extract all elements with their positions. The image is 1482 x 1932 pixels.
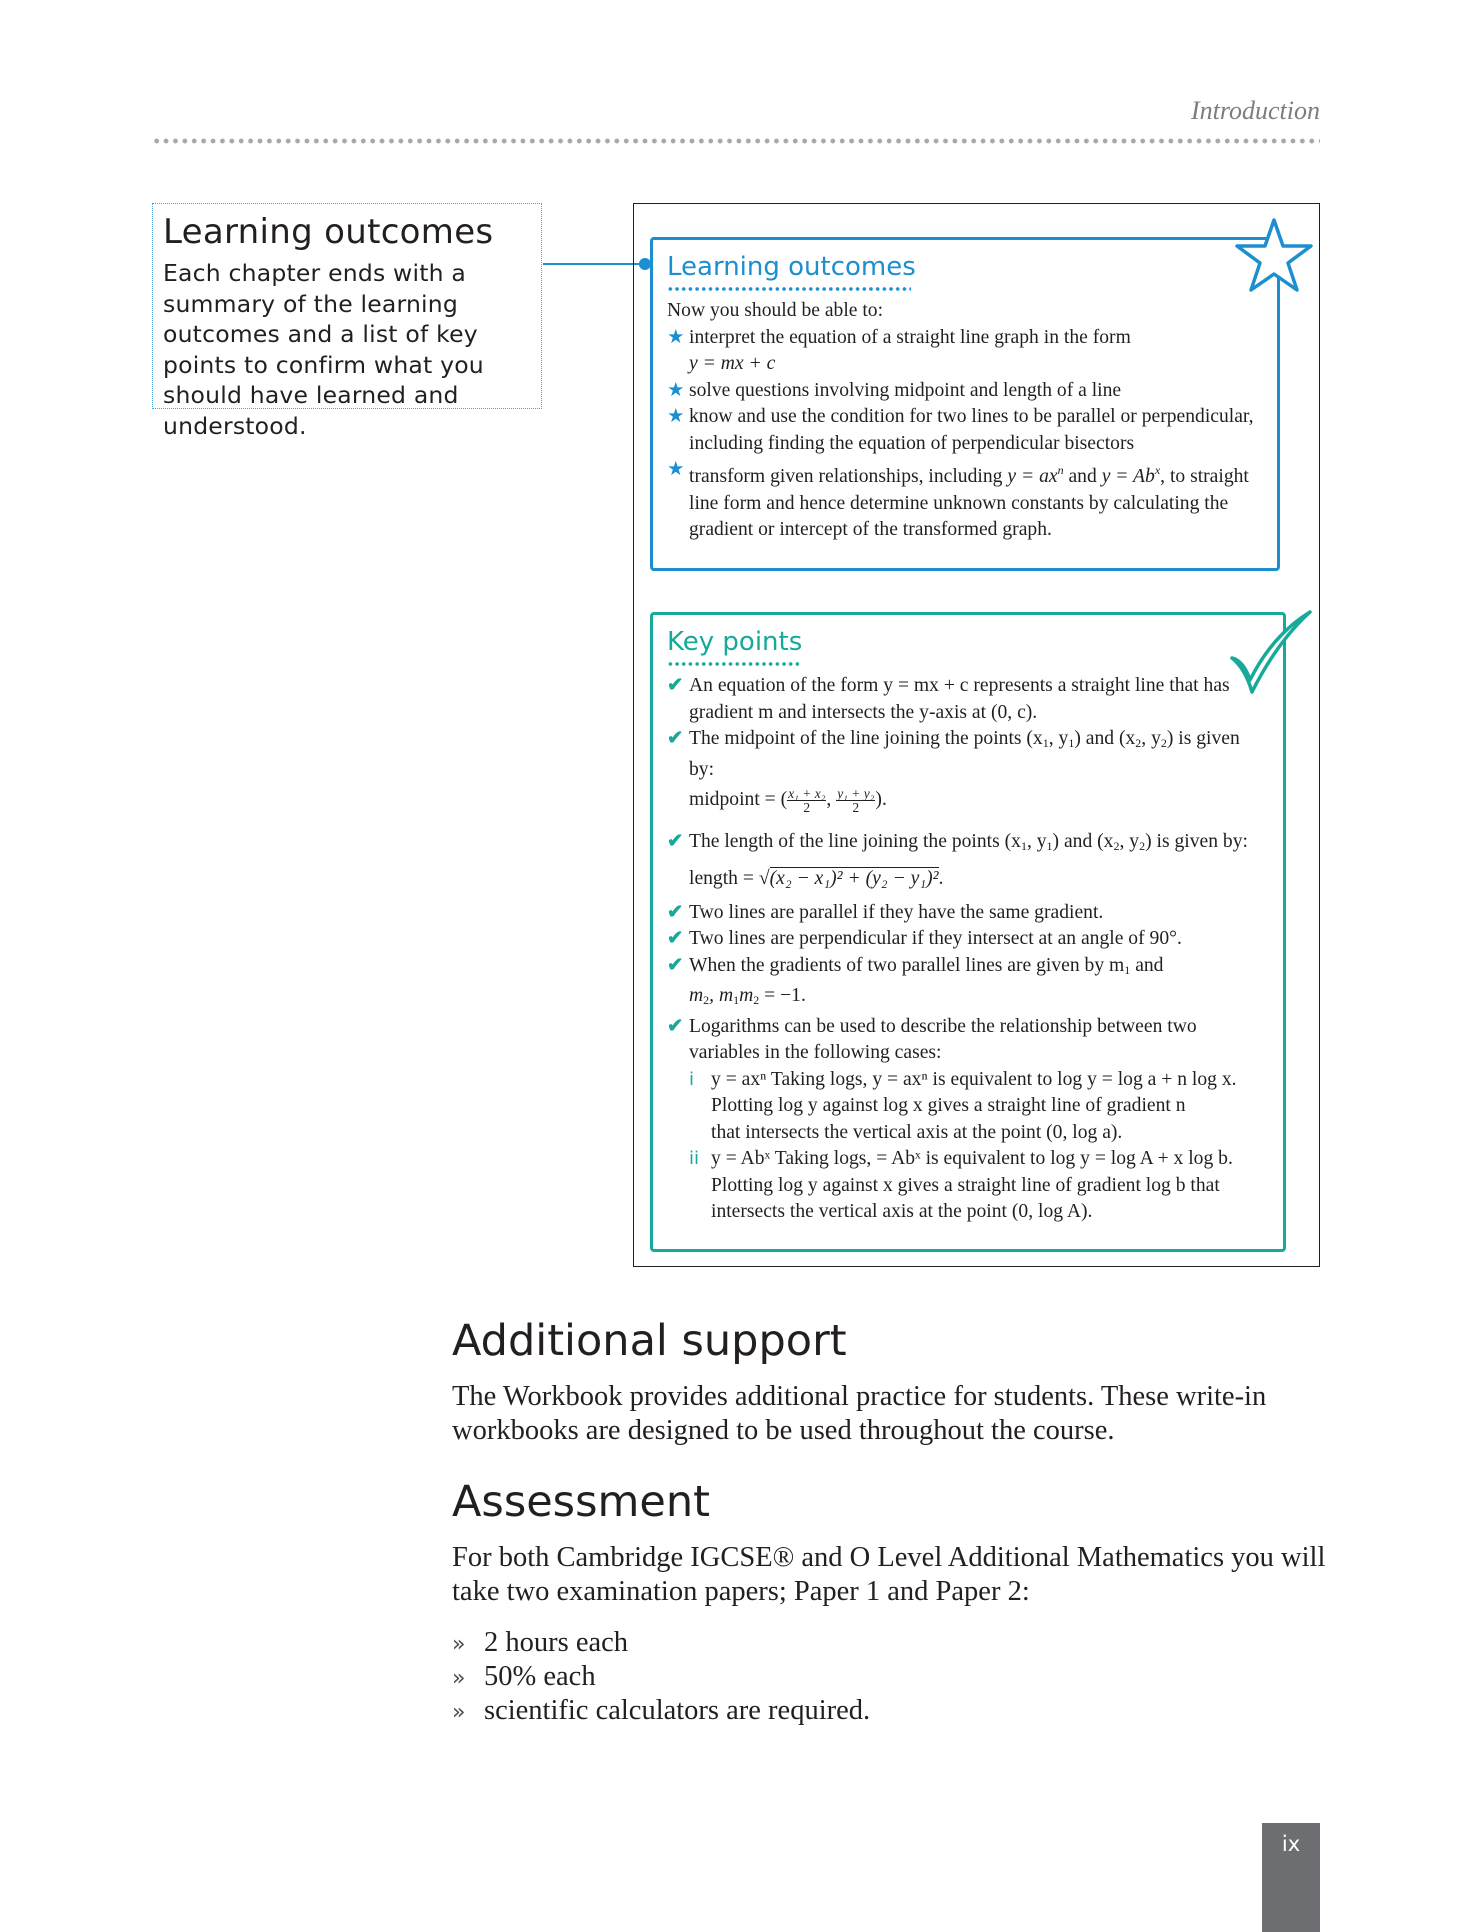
tick-icon: ✔ bbox=[667, 831, 684, 852]
kp-item: ✔ The midpoint of the line joining the points ($x_1$, $y_1$) and ($x_2$, $y_2$) is given by: bbox=[667, 728, 1240, 780]
log-case-ii: ii y = Abˣ Taking logs, = Abˣ is equivalent to log y = log A + x log b. Plotting log y against x gives a straight line of gradient log b that intersects the vertical axis at the point (0, log A). bbox=[689, 1148, 1233, 1222]
lo-item: ★ transform given relationships, including $y = ax^n$ and $y = Ab^x$, to straight line form and hence determine unknown constants by calculating the gradient or intercept of the transformed graph. bbox=[667, 459, 1249, 540]
assessment-item: » 2 hours each bbox=[452, 1626, 870, 1660]
assessment-item: » 50% each bbox=[452, 1660, 870, 1694]
lo-title-underline bbox=[667, 286, 911, 292]
checkmark-icon bbox=[1222, 602, 1318, 698]
double-arrow-icon: » bbox=[452, 1666, 466, 1691]
lo-item: ★ interpret the equation of a straight line graph in the form y = mx + c bbox=[667, 326, 1131, 374]
lo-intro: Now you should be able to: bbox=[667, 300, 884, 321]
kp-title-underline bbox=[667, 661, 799, 667]
page-number: ix bbox=[1281, 1832, 1301, 1856]
length-formula: length = √(x₂ − x₁)² + (y₂ − y₁)². bbox=[689, 867, 944, 889]
tick-icon: ✔ bbox=[667, 1015, 684, 1037]
callout-connector-line bbox=[543, 263, 643, 265]
small-star-icon: ★ bbox=[667, 406, 685, 427]
kp-item: ✔ The length of the line joining the points ($x_1$, $y_1$) and ($x_2$, $y_2$) is given by: bbox=[667, 829, 1267, 860]
tick-icon: ✔ bbox=[667, 901, 684, 923]
log-case-i: i y = axⁿ Taking logs, y = axⁿ is equivalent to log y = log a + n log x. Plotting log y against log x gives a straight line of gradient n that intersects the vertical axis at the point (0, log a). bbox=[689, 1068, 1237, 1143]
tick-icon: ✔ bbox=[667, 728, 684, 749]
kp-item: ✔ When the gradients of two parallel lines are given by $m_1$ and $m_2$, $m_1m_2 = -1$. bbox=[667, 954, 1164, 1007]
assessment-item: » scientific calculators are required. bbox=[452, 1694, 870, 1728]
additional-support-heading: Additional support bbox=[452, 1316, 847, 1366]
header-dotted-rule bbox=[152, 136, 1320, 146]
kp-item: ✔ An equation of the form y = mx + c represents a straight line that has gradient m and intersects the y-axis at (0, c). bbox=[667, 675, 1230, 723]
kp-panel-title: Key points bbox=[667, 627, 803, 657]
small-star-icon: ★ bbox=[667, 326, 685, 348]
learning-outcomes-callout bbox=[152, 203, 542, 440]
assessment-list bbox=[452, 1626, 870, 1728]
double-arrow-icon: » bbox=[452, 1700, 466, 1725]
callout-body: Each chapter ends with a summary of the learning outcomes and a list of key points to confirm what you should have learned and understood. bbox=[163, 259, 484, 440]
assessment-body: For both Cambridge IGCSE® and O Level Additional Mathematics you will take two examination papers; Paper 1 and Paper 2: bbox=[452, 1542, 1326, 1607]
running-head: Introduction bbox=[1190, 96, 1320, 125]
tick-icon: ✔ bbox=[667, 954, 684, 976]
midpoint-formula: midpoint = ( $\frac{\text{x₁ + x₂}}{2}$ , $\frac{\text{y₁ + y₂}}{2}$ ). bbox=[689, 786, 887, 815]
tick-icon: ✔ bbox=[667, 928, 684, 949]
kp-item: ✔ Logarithms can be used to describe the relationship between two variables in the following cases: bbox=[667, 1015, 1197, 1063]
kp-item: ✔ Two lines are perpendicular if they intersect at an angle of 90°. bbox=[667, 926, 1267, 953]
lo-panel-title: Learning outcomes bbox=[667, 252, 916, 282]
small-star-icon: ★ bbox=[667, 379, 685, 401]
learning-outcomes-panel bbox=[650, 237, 1280, 571]
tick-icon: ✔ bbox=[667, 675, 684, 696]
additional-support-body: The Workbook provides additional practice for students. These write-in workbooks are designed to be used throughout the course. bbox=[452, 1381, 1267, 1446]
assessment-heading: Assessment bbox=[452, 1477, 710, 1527]
double-arrow-icon: » bbox=[452, 1632, 466, 1657]
small-star-icon: ★ bbox=[667, 459, 685, 480]
lo-item: ★ know and use the condition for two lines to be parallel or perpendicular, including finding the equation of perpendicular bisectors bbox=[667, 406, 1254, 454]
callout-title: Learning outcomes bbox=[163, 212, 494, 252]
star-icon bbox=[1234, 216, 1314, 296]
key-points-panel bbox=[650, 612, 1286, 1252]
kp-item: ✔ Two lines are parallel if they have the same gradient. bbox=[667, 900, 1267, 927]
lo-item: ★ solve questions involving midpoint and length of a line bbox=[667, 378, 1267, 405]
